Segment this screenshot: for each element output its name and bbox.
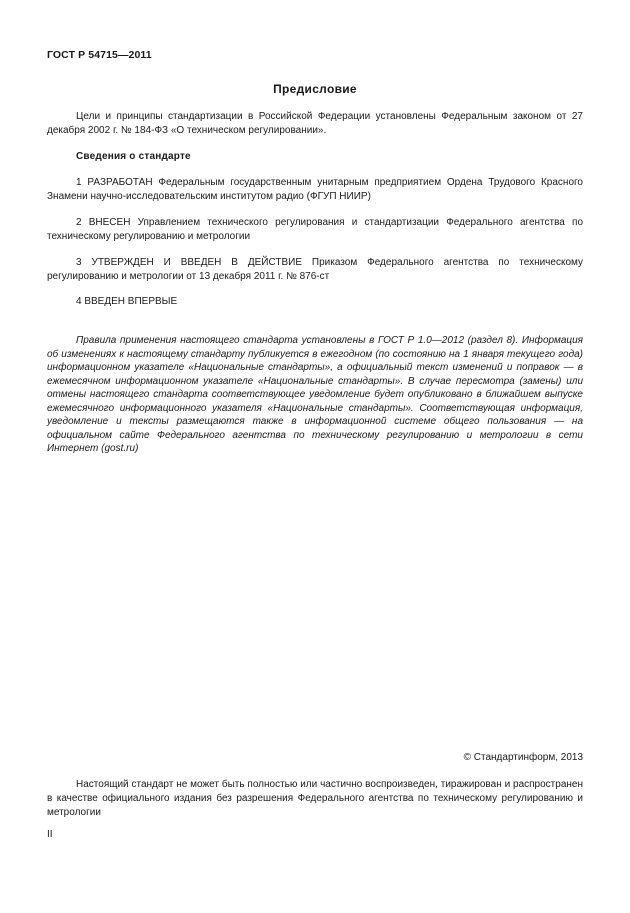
document-code-header: ГОСТ Р 54715—2011 bbox=[47, 49, 152, 61]
intro-paragraph: Цели и принципы стандартизации в Российской Федерации установлены Федеральным законом от 27 декабря 2002 г. № 184-ФЗ «О техническом регулировании». bbox=[47, 111, 583, 136]
page-number: II bbox=[47, 829, 53, 840]
application-rules-notice: Правила применения настоящего стандарта установлены в ГОСТ Р 1.0—2012 (раздел 8). Информация об изменениях к настоящему стандарту публикуется в ежегодном (по состоянию на 1 января текущего года) информационном указателе «Национальные стандарты», а официальный текст изменений и поправок — в ежемесячном информационном указателе «Национальные стандарты». В случае пересмотра (замены) или отмены настоящего стандарта соответствующее уведомление будет опубликовано в ближайшем выпуске ежемесячного информационного указателя «Национальные стандарты». Соответствующая информация, уведомление и тексты размещаются также в информационной системе общего пользования — на официальном сайте Федерального агентства по техническому регулированию и метрологии в сети Интернет (gost.ru) bbox=[47, 335, 583, 454]
page-title: Предисловие bbox=[273, 82, 357, 96]
copyright-notice: © Стандартинформ, 2013 bbox=[463, 752, 583, 763]
standard-info-item-3: 3 УТВЕРЖДЕН И ВВЕДЕН В ДЕЙСТВИЕ Приказом Федерального агентства по техническому регулированию и метрологии от 13 декабря 2011 г. № 876-ст bbox=[47, 257, 583, 282]
standard-info-item-4: 4 ВВЕДЕН ВПЕРВЫЕ bbox=[76, 296, 178, 307]
standard-info-item-1: 1 РАЗРАБОТАН Федеральным государственным унитарным предприятием Ордена Трудового Красного Знамени научно-исследовательским институтом радио (ФГУП НИИР) bbox=[47, 177, 583, 202]
section-heading: Сведения о стандарте bbox=[76, 151, 191, 162]
standard-info-item-2: 2 ВНЕСЕН Управлением технического регулирования и стандартизации Федерального агентства по техническому регулированию и метрологии bbox=[47, 217, 583, 242]
reproduction-notice: Настоящий стандарт не может быть полностью или частично воспроизведен, тиражирован и распространен в качестве официального издания без разрешения Федерального агентства по техническому регулированию и метрологии bbox=[47, 779, 583, 818]
